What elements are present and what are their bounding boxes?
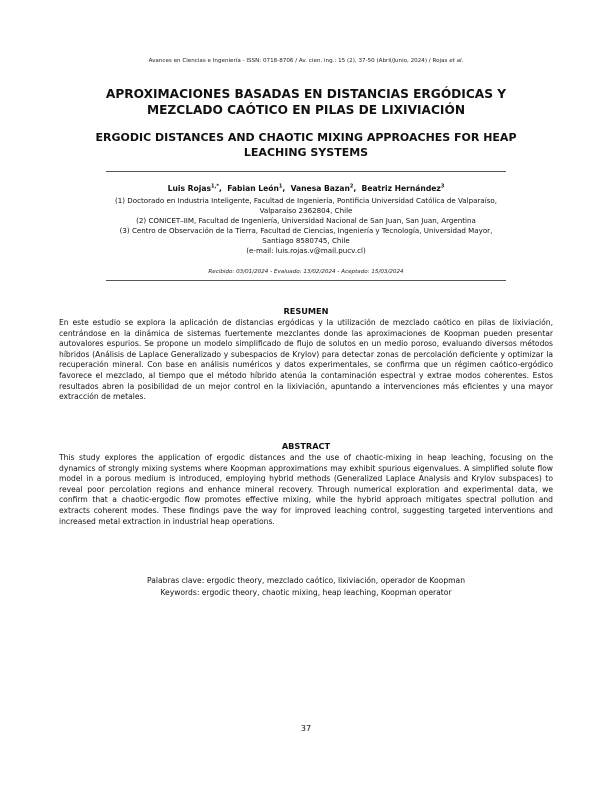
keywords-english: Keywords: ergodic theory, chaotic mixing, heap leaching, Koopman operator (160, 587, 452, 597)
divider-top (106, 171, 506, 172)
keywords-spanish: Palabras clave: ergodic theory, mezclado caótico, lixiviación, operador de Koopman (146, 576, 466, 585)
title-english: ERGODIC DISTANCES AND CHAOTIC MIXING APPROACHES FOR HEAP LEACHING SYSTEMS (95, 131, 517, 159)
affiliation-3: (3) Centro de Observación de la Tierra, Facultad de Ciencias, Ingeniería y Tecnología, Universidad Mayor, Santiago 8580745, Chile (119, 226, 493, 245)
resumen-text: En este estudio se explora la aplicación de distancias ergódicas y la utilización de mezclado caótico en pilas de lixiviación, centrándose en la dinámica de sistemas fuertemente mezclantes donde las aproximaciones de Koopman pueden presentar autovalores espurios. Se propone un modelo simplificado de flujo de solutos en un medio poroso, evaluando diversos métodos híbridos (Análisis de Laplace Generalizado y subespacios de Krylov) para detectar zonas de percolación deficiente y optimizar la recuperación mineral. Con base en análisis numéricos y datos experimentales, se confirma que un régimen caótico-ergódico favorece el mezclado, al tiempo que el método híbrido atenúa la contaminación espectral y extrae modos coherentes. Estos resultados abren la posibilidad de un mejor control en la lixiviación, apuntando a intervenciones más eficientes y una mayor extracción de metales. (59, 318, 553, 402)
keywords-block (0, 575, 612, 598)
affiliations (110, 196, 502, 256)
author: Fabian León$^1$ (227, 183, 283, 193)
author-list: Luis Rojas$^{1,*}$, Fabian León$^1$, Vanesa Bazan$^2$, Beatriz Hernández$^3$ (167, 183, 445, 193)
affiliation-1: (1) Doctorado en Industria Inteligente, Facultad de Ingeniería, Pontificia Universidad Católica de Valparaíso, Valparaíso 2362804, Chile (115, 196, 497, 215)
author: Beatriz Hernández$^3$ (361, 183, 445, 193)
resumen-heading: RESUMEN (283, 306, 329, 316)
running-head-text: Avances en Ciencias e Ingeniería - ISSN: 0718-8706 / Av. cien. ing.: 15 (2), 37-50 (Abril/Junio, 2024) / Rojas (148, 58, 450, 64)
page-number: 37 (300, 724, 312, 733)
running-head-et-al: et al. (449, 58, 464, 64)
abstract-heading: ABSTRACT (281, 441, 331, 451)
running-head (0, 58, 612, 64)
title-spanish: APROXIMACIONES BASADAS EN DISTANCIAS ERGÓDICAS Y MEZCLADO CAÓTICO EN PILAS DE LIXIVIACIÓN (105, 87, 507, 117)
received-dates: Recibido: 03/01/2024 - Evaluado: 13/02/2024 - Aceptado: 15/03/2024 (208, 269, 404, 275)
abstract-text: This study explores the application of ergodic distances and the use of chaotic-mixing in heap leaching, focusing on the dynamics of strongly mixing systems where Koopman approximations may exhibit spurious eigenvalues. A simplified solute flow model in a porous medium is introduced, employing hybrid methods (Generalized Laplace Analysis and Krylov subspaces) to reveal poor percolation regions and enhance mineral recovery. Through numerical exploration and experimental data, we confirm that a chaotic-ergodic flow promotes effective mixing, while the hybrid approach mitigates spectral pollution and extracts coherent modes. These findings pave the way for improved leaching control, suggesting targeted interventions and increased metal extraction in industrial heap operations. (59, 453, 553, 526)
author: Luis Rojas$^{1,*}$ (167, 183, 219, 193)
divider-bottom (106, 280, 506, 281)
affiliation-2: (2) CONICET–IIM, Facultad de Ingeniería, Universidad Nacional de San Juan, San Juan, Argentina (136, 216, 476, 225)
contact-email: (e-mail: luis.rojas.v@mail.pucv.cl) (246, 246, 366, 255)
author: Vanesa Bazan$^2$ (290, 183, 354, 193)
